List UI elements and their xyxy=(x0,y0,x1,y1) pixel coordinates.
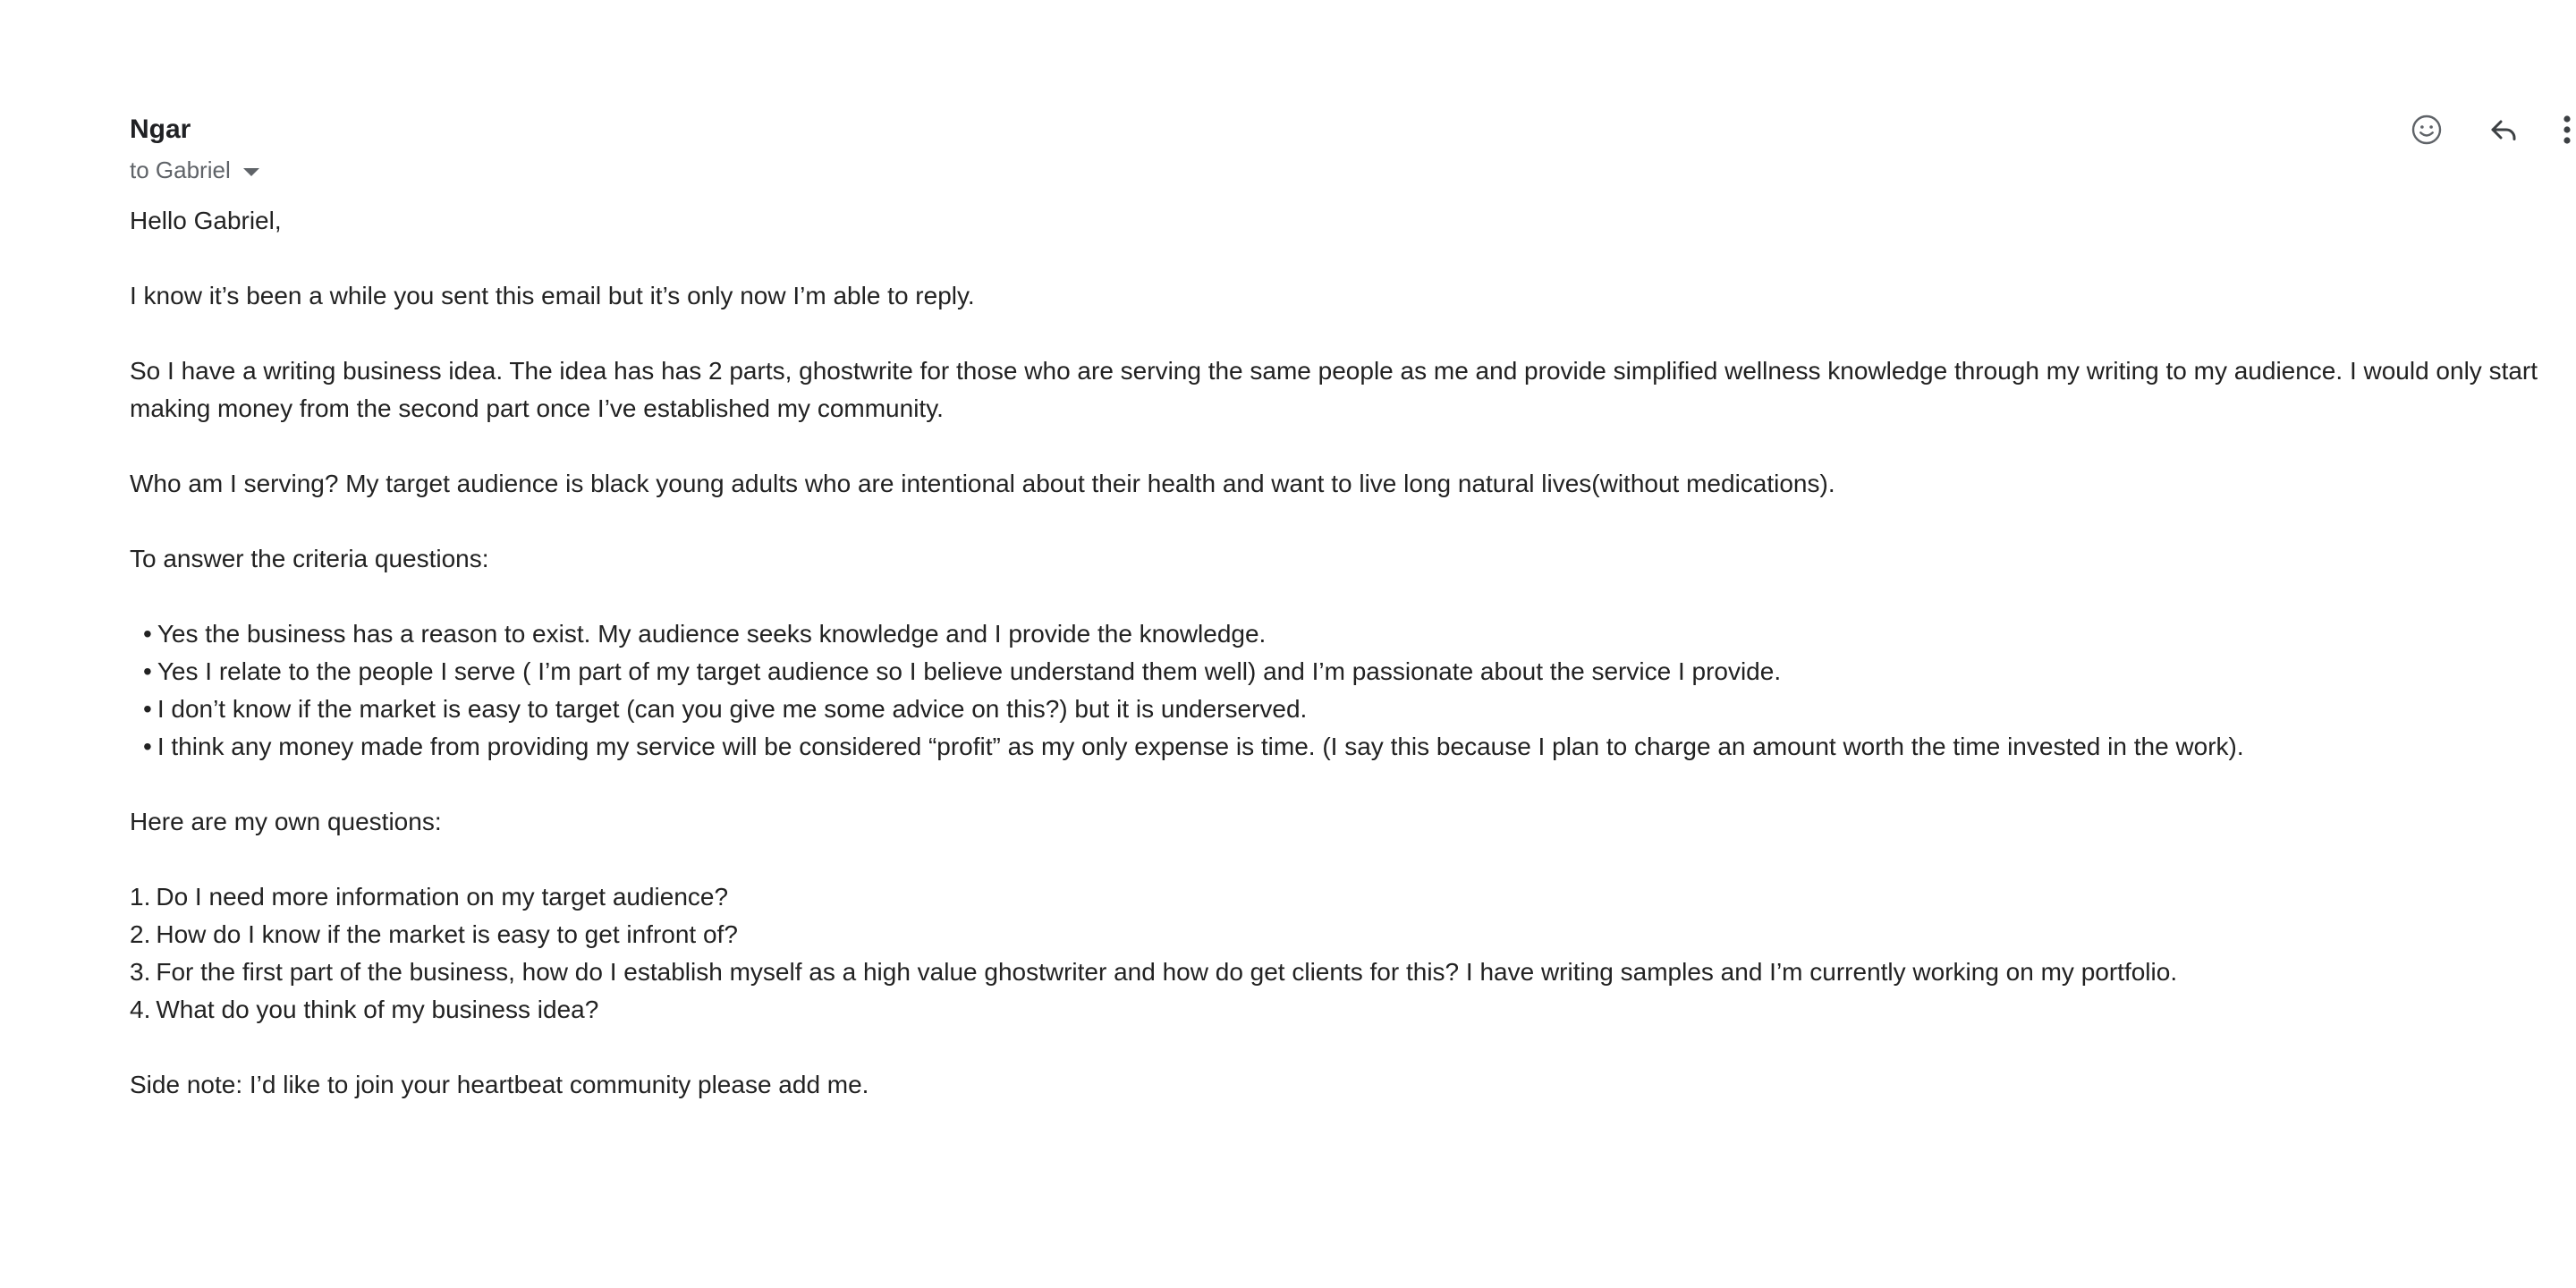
recipient-text: to Gabriel xyxy=(130,156,231,183)
add-reaction-button[interactable] xyxy=(2404,107,2449,152)
list-item xyxy=(130,878,2563,916)
list-item: • I don’t know if the market is easy to target (can you give me some advice on this?) but it is underserved. xyxy=(130,691,2563,728)
list-number: 1. xyxy=(130,883,151,911)
body-paragraph: I know it’s been a while you sent this email but it’s only now I’m able to reply. xyxy=(130,282,975,309)
greeting: Hello Gabriel, xyxy=(130,207,282,234)
reply-icon xyxy=(2487,114,2520,146)
message-actions xyxy=(2372,107,2576,152)
more-options-button[interactable] xyxy=(2558,107,2576,152)
body-paragraph: Here are my own questions: xyxy=(130,808,442,835)
list-item xyxy=(130,991,2563,1029)
email-message xyxy=(130,107,2563,1141)
emoji-reaction-icon xyxy=(2411,114,2443,146)
list-item: • Yes I relate to the people I serve ( I’m part of my target audience so I believe understand them well) and I’m passionate about the service I provide. xyxy=(130,653,2563,691)
side-note: Side note: I’d like to join your heartbeat community please add me. xyxy=(130,1071,869,1098)
body-paragraph: So I have a writing business idea. The idea has has 2 parts, ghostwrite for those who are serving the same people as me and provide simplified wellness knowledge through my writing to my audience. I would only start making money from the second part once I’ve established my community. xyxy=(130,357,2538,422)
list-item: • Yes the business has a reason to exist. My audience seeks knowledge and I provide the knowledge. xyxy=(130,615,2563,653)
list-item xyxy=(130,953,2563,991)
list-number: 2. xyxy=(130,920,151,948)
list-number: 3. xyxy=(130,958,151,986)
list-item-text: For the first part of the business, how do I establish myself as a high value ghostwriter and how do get clients for this? I have writing samples and I’m currently working on my portfolio. xyxy=(156,958,2178,986)
list-item-text: What do you think of my business idea? xyxy=(156,996,599,1023)
list-item: • I think any money made from providing my service will be considered “profit” as my only expense is time. (I say this because I plan to charge an amount worth the time invested in the work). xyxy=(130,728,2563,766)
list-item-text: How do I know if the market is easy to get infront of? xyxy=(156,920,738,948)
questions-list xyxy=(130,878,2563,1029)
more-options-icon xyxy=(2563,115,2571,144)
reply-button[interactable] xyxy=(2481,107,2526,152)
email-body xyxy=(130,202,2563,1104)
list-number: 4. xyxy=(130,996,151,1023)
criteria-list xyxy=(130,615,2563,766)
body-paragraph: To answer the criteria questions: xyxy=(130,545,489,572)
sender-name[interactable]: Ngar xyxy=(130,114,191,144)
list-item-text: Do I need more information on my target audience? xyxy=(156,883,729,911)
list-item xyxy=(130,916,2563,953)
chevron-down-icon[interactable] xyxy=(243,168,259,176)
recipient-details[interactable] xyxy=(130,152,2563,188)
body-paragraph: Who am I serving? My target audience is black young adults who are intentional about their health and want to live long natural lives(without medications). xyxy=(130,470,1835,497)
